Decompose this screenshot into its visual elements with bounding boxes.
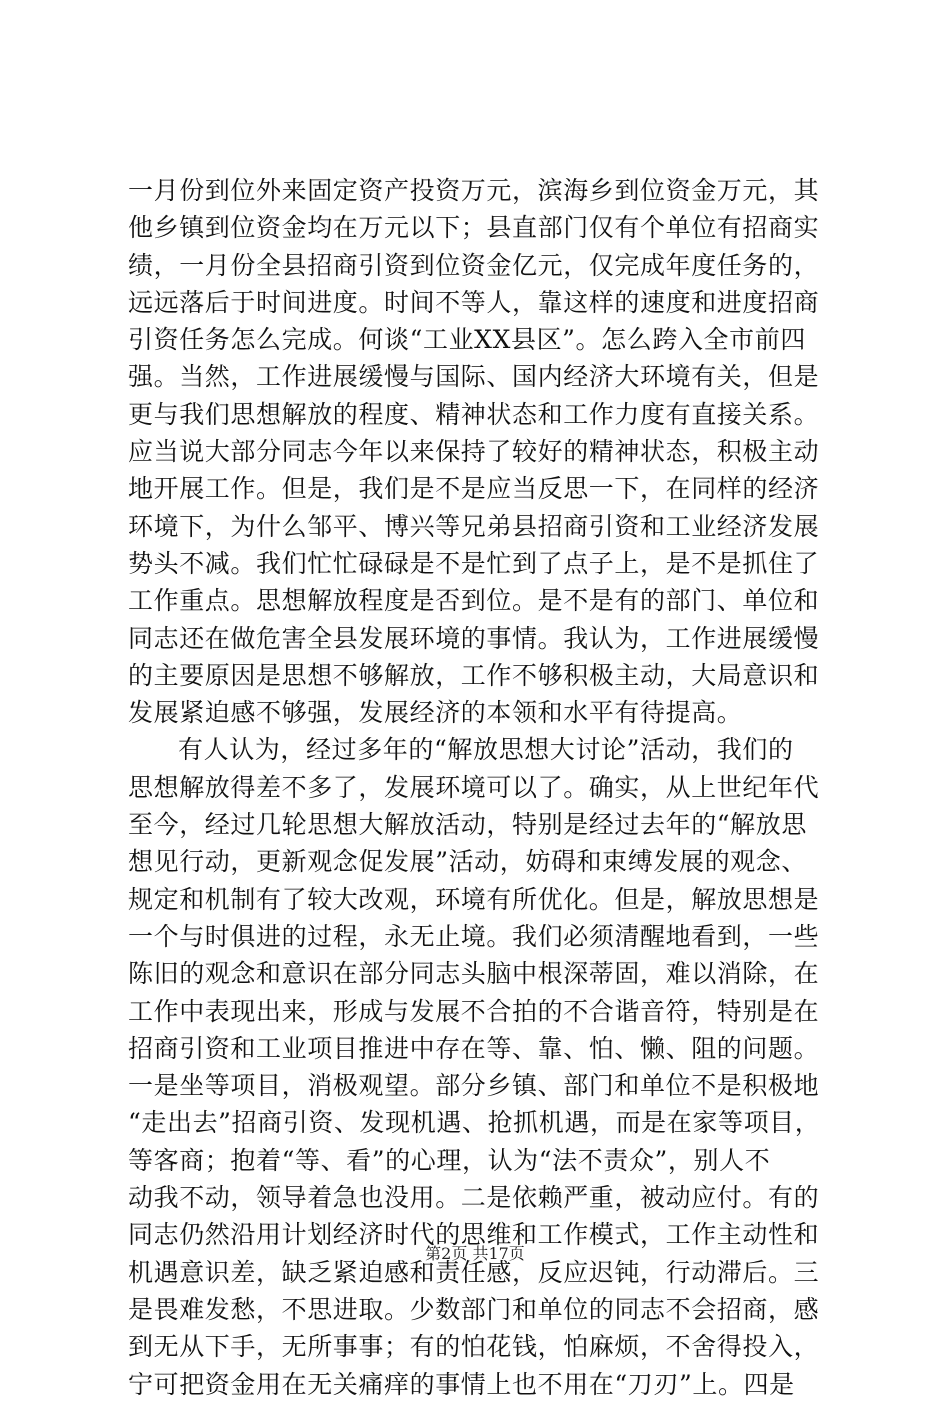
text-line: 思想解放得差不多了，发展环境可以了。确实，从上世纪年代: [128, 772, 820, 802]
text-line: 一个与时俱进的过程，永无止境。我们必须清醒地看到，一些: [128, 921, 820, 951]
text-line: 动我不动，领导着急也没用。二是依赖严重，被动应付。有的: [128, 1183, 820, 1213]
text-line: 工作中表现出来，形成与发展不合拍的不合谐音符，特别是在: [128, 996, 820, 1026]
paragraph-first-line: 有人认为，经过多年的“解放思想大讨论”活动，我们的: [178, 735, 794, 765]
body-text: [128, 172, 840, 1403]
page-number-footer: 第2页 共17页: [425, 1244, 525, 1263]
text-line: 地开展工作。但是，我们是不是应当反思一下，在同样的经济: [128, 474, 820, 504]
text-line: 宁可把资金用在无关痛痒的事情上也不用在“刀刃”上。四是: [128, 1369, 795, 1399]
text-line: 引资任务怎么完成。何谈“工业XX县区”。怎么跨入全市前四: [128, 325, 806, 355]
text-line: 等客商；抱着“等、看”的心理，认为“法不责众”，别人不: [128, 1145, 771, 1175]
text-line: 同志还在做危害全县发展环境的事情。我认为，工作进展缓慢: [128, 623, 820, 653]
text-line: 一月份到位外来固定资产投资万元，滨海乡到位资金万元，其: [128, 176, 820, 205]
text-line: 想见行动，更新观念促发展”活动，妨碍和束缚发展的观念、: [128, 847, 807, 877]
text-line: 发展紧迫感不够强，发展经济的本领和水平有待提高。: [128, 698, 743, 728]
text-line: 招商引资和工业项目推进中存在等、靠、怕、懒、阻的问题。: [128, 1033, 820, 1063]
text-line: 机遇意识差，缺乏紧迫感和责任感，反应迟钝，行动滞后。三: [128, 1257, 820, 1287]
text-line: 环境下，为什么邹平、博兴等兄弟县招商引资和工业经济发展: [128, 511, 820, 541]
text-line: 陈旧的观念和意识在部分同志头脑中根深蒂固，难以消除，在: [128, 959, 820, 989]
text-line: 到无从下手，无所事事；有的怕花钱，怕麻烦，不舍得投入，: [128, 1332, 820, 1362]
text-line: 规定和机制有了较大改观，环境有所优化。但是，解放思想是: [128, 884, 820, 914]
text-line: 绩，一月份全县招商引资到位资金亿元，仅完成年度任务的，: [128, 250, 820, 280]
text-line: 的主要原因是思想不够解放，工作不够积极主动，大局意识和: [128, 660, 820, 690]
text-line: “走出去”招商引资、发现机遇、抢抓机遇，而是在家等项目，: [128, 1108, 821, 1138]
text-line: 强。当然，工作进展缓慢与国际、国内经济大环境有关，但是: [128, 362, 820, 392]
text-line: 应当说大部分同志今年以来保持了较好的精神状态，积极主动: [128, 437, 820, 467]
text-line: 是畏难发愁，不思进取。少数部门和单位的同志不会招商，感: [128, 1294, 820, 1324]
text-line: 势头不减。我们忙忙碌碌是不是忙到了点子上，是不是抓住了: [128, 548, 820, 578]
text-line: 更与我们思想解放的程度、精神状态和工作力度有直接关系。: [128, 399, 820, 429]
text-line: 工作重点。思想解放程度是否到位。是不是有的部门、单位和: [128, 586, 820, 616]
text-line: 一是坐等项目，消极观望。部分乡镇、部门和单位不是积极地: [128, 1071, 820, 1101]
text-line: 他乡镇到位资金均在万元以下；县直部门仅有个单位有招商实: [128, 213, 820, 243]
text-line: 至今，经过几轮思想大解放活动，特别是经过去年的“解放思: [128, 810, 807, 840]
text-line: 远远落后于时间进度。时间不等人，靠这样的速度和进度招商: [128, 287, 820, 317]
text-line: 同志仍然沿用计划经济时代的思维和工作模式，工作主动性和: [128, 1220, 820, 1250]
